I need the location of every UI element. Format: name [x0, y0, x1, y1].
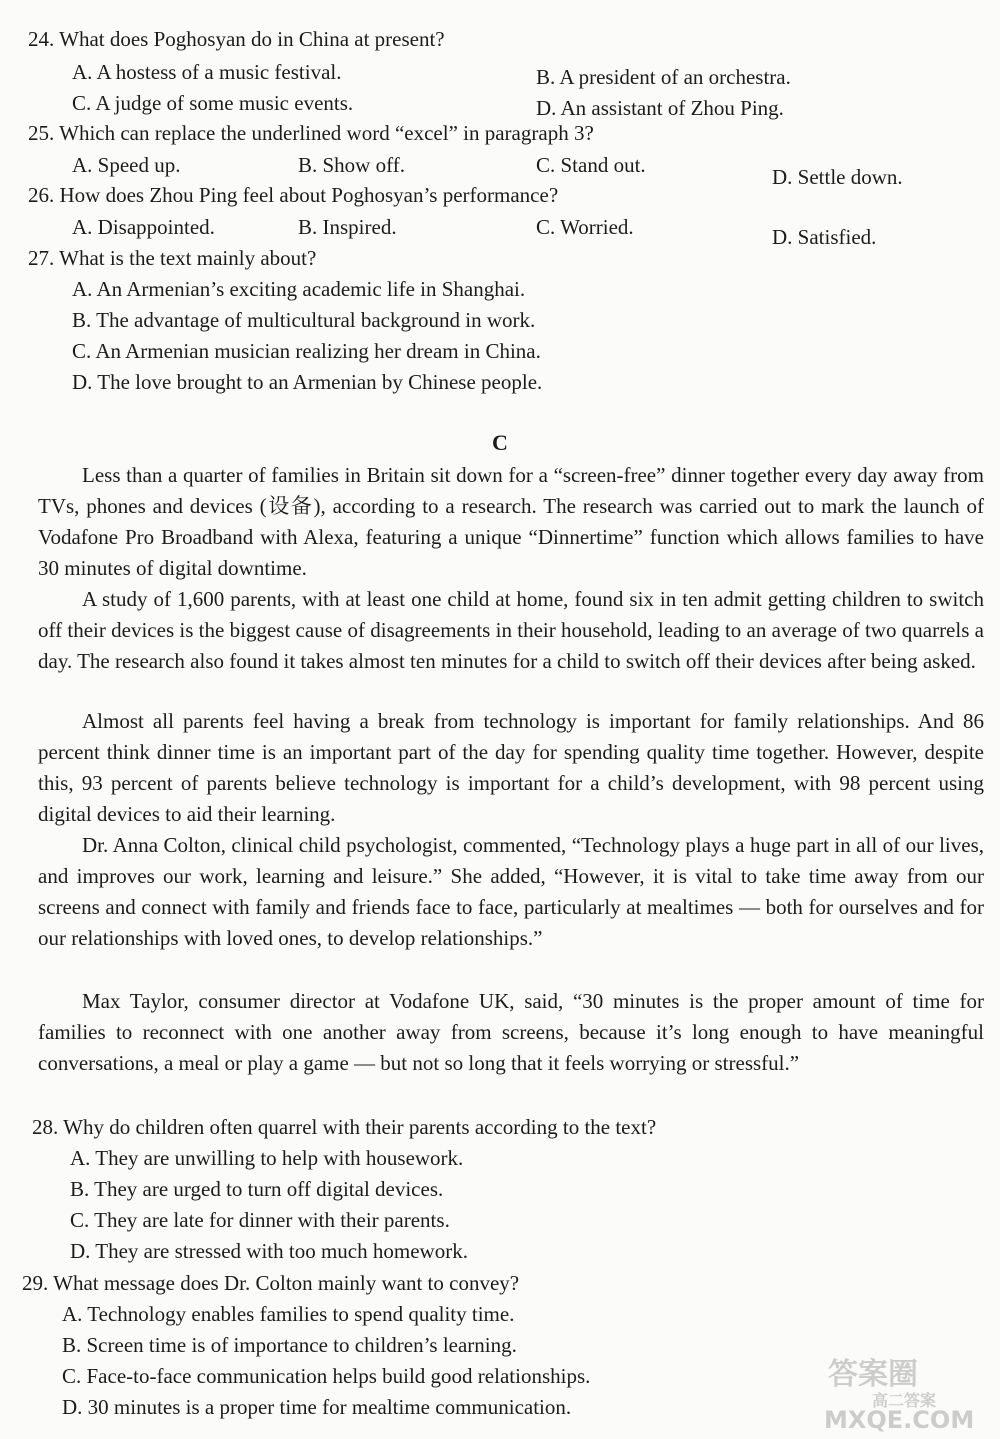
question-26-option-d: D. Satisfied.	[772, 225, 877, 249]
section-heading: C	[492, 430, 508, 455]
passage-paragraph-3: Almost all parents feel having a break from technology is important for family relationships. And 86 percent think dinner time is an important part of the day for spending quality time together. However, despite this, 93 percent of parents believe technology is important for a child’s development, with 98 percent using digital devices to aid their learning.	[38, 709, 984, 826]
watermark-url: MXQE.COM	[824, 1406, 975, 1434]
question-24-option-b: B. A president of an orchestra.	[536, 65, 791, 89]
question-28-option-c: C. They are late for dinner with their parents.	[70, 1208, 450, 1232]
question-27-option-c: C. An Armenian musician realizing her dream in China.	[72, 339, 541, 363]
question-29-option-a: A. Technology enables families to spend quality time.	[62, 1302, 515, 1326]
question-25-option-c: C. Stand out.	[536, 153, 646, 177]
question-25-option-a: A. Speed up.	[72, 153, 181, 177]
question-24-option-a: A. A hostess of a music festival.	[72, 60, 342, 84]
question-27-option-d: D. The love brought to an Armenian by Chinese people.	[72, 370, 543, 394]
question-29-option-b: B. Screen time is of importance to children’s learning.	[62, 1333, 517, 1357]
question-24-option-c: C. A judge of some music events.	[72, 91, 354, 115]
question-28-option-b: B. They are urged to turn off digital devices.	[70, 1177, 444, 1201]
watermark-title: 答案圈	[828, 1357, 918, 1392]
question-26-stem: 26. How does Zhou Ping feel about Poghosyan’s performance?	[28, 183, 559, 207]
question-29-option-c: C. Face-to-face communication helps build good relationships.	[62, 1364, 591, 1388]
question-29-option-d: D. 30 minutes is a proper time for mealtime communication.	[62, 1395, 572, 1419]
question-25-stem: 25. Which can replace the underlined word “excel” in paragraph 3?	[28, 121, 594, 145]
question-29-stem: 29. What message does Dr. Colton mainly want to convey?	[22, 1271, 520, 1295]
question-28-stem: 28. Why do children often quarrel with their parents according to the text?	[32, 1115, 657, 1139]
question-27-option-a: A. An Armenian’s exciting academic life in Shanghai.	[72, 277, 526, 301]
question-28-option-a: A. They are unwilling to help with housework.	[70, 1146, 464, 1170]
watermark-subtitle: 高二答案	[872, 1391, 937, 1410]
question-25-option-b: B. Show off.	[298, 153, 405, 177]
question-24-stem: 24. What does Poghosyan do in China at present?	[28, 27, 445, 51]
watermark-logo	[820, 1357, 980, 1435]
question-26-option-c: C. Worried.	[536, 215, 634, 239]
question-25-option-d: D. Settle down.	[772, 165, 903, 189]
question-27-stem: 27. What is the text mainly about?	[28, 246, 317, 270]
question-26-option-b: B. Inspired.	[298, 215, 397, 239]
passage-paragraph-1: Less than a quarter of families in Britain sit down for a “screen-free” dinner together every day away from TVs, phones and devices (设备), according to a research. The research was carried out to mark the launch of Vodafone Pro Broadband with Alexa, featuring a unique “Dinnertime” function which allows families to have 30 minutes of digital downtime.	[38, 463, 984, 580]
passage-paragraph-2: A study of 1,600 parents, with at least one child at home, found six in ten admit getting children to switch off their devices is the biggest cause of disagreements in their household, leading to an average of two quarrels a day. The research also found it takes almost ten minutes for a child to switch off their devices after being asked.	[38, 587, 984, 673]
question-26-option-a: A. Disappointed.	[72, 215, 215, 239]
question-28-option-d: D. They are stressed with too much homework.	[70, 1239, 468, 1263]
passage-paragraph-4: Dr. Anna Colton, clinical child psychologist, commented, “Technology plays a huge part in all of our lives, and improves our work, learning and leisure.” She added, “However, it is vital to take time away from our screens and connect with family and friends face to face, particularly at mealtimes — both for ourselves and for our relationships with loved ones, to develop relationships.”	[38, 833, 984, 950]
question-27-option-b: B. The advantage of multicultural background in work.	[72, 308, 536, 332]
passage-paragraph-5: Max Taylor, consumer director at Vodafone UK, said, “30 minutes is the proper amount of time for families to reconnect with one another away from screens, because it’s long enough to have meaningful conversations, a meal or play a game — but not so long that it feels worrying or stressful.”	[38, 989, 984, 1075]
question-24-option-d: D. An assistant of Zhou Ping.	[536, 96, 784, 120]
